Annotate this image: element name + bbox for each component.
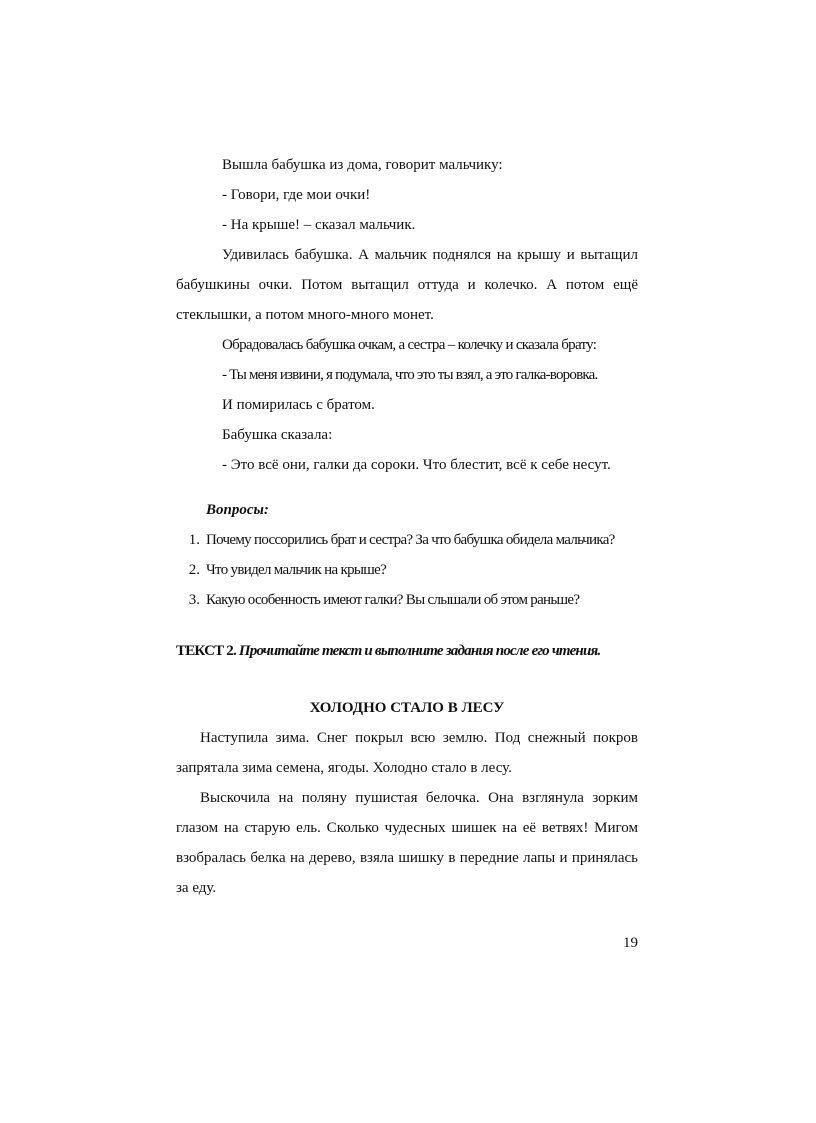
question-item <box>176 525 638 555</box>
task-heading <box>176 636 638 666</box>
story-line: - На крыше! – сказал мальчик. <box>222 217 416 233</box>
story-line: Бабушка сказала: <box>222 427 333 443</box>
question-number: 3. <box>188 592 200 608</box>
story-line: Обрадовалась бабушка очкам, а сестра – колечку и сказала брату: <box>222 337 597 353</box>
question-text: Почему поссорились брат и сестра? За что бабушка обидела мальчика? <box>206 532 615 548</box>
story-line: - Говори, где мои очки! <box>222 187 371 203</box>
question-text: Какую особенность имеют галки? Вы слышали об этом раньше? <box>206 592 580 608</box>
story-paragraph: Удивилась бабушка. А мальчик поднялся на крышу и вытащил бабушкины очки. Потом вытащил оттуда и колечко. А потом ещё стеклышки, а потом много-много монет. <box>176 247 638 323</box>
story2-paragraph: Выскочила на поляну пушистая белочка. Она взглянула зорким глазом на старую ель. Сколько чудесных шишек на её ветвях! Мигом взобралась белка на дерево, взяла шишку в передние лапы и принялась за еду. <box>176 790 638 896</box>
page-number: 19 <box>623 935 638 951</box>
question-number: 1. <box>188 532 200 548</box>
story2-paragraph: Наступила зима. Снег покрыл всю землю. Под снежный покров запрятала зима семена, ягоды. Холодно стало в лесу. <box>176 730 638 776</box>
questions-title: Вопросы: <box>206 502 269 518</box>
questions-list <box>176 525 638 615</box>
story-line: - Ты меня извини, я подумала, что это ты взял, а это галка-воровка. <box>222 367 598 383</box>
task-label: ТЕКСТ 2. <box>176 643 236 659</box>
questions-section <box>176 495 638 615</box>
question-item <box>176 585 638 615</box>
story-section <box>176 150 638 480</box>
story-line: - Это всё они, галки да сороки. Что блестит, всё к себе несут. <box>222 457 611 473</box>
question-number: 2. <box>188 562 200 578</box>
story-line: Вышла бабушка из дома, говорит мальчику: <box>222 157 503 173</box>
question-text: Что увидел мальчик на крыше? <box>206 562 387 578</box>
task-instruction: Прочитайте текст и выполните задания после его чтения. <box>238 643 601 659</box>
story-line: И помирилась с братом. <box>222 397 375 413</box>
question-item <box>176 555 638 585</box>
story2-section <box>176 693 638 903</box>
story2-title: ХОЛОДНО СТАЛО В ЛЕСУ <box>309 700 505 716</box>
